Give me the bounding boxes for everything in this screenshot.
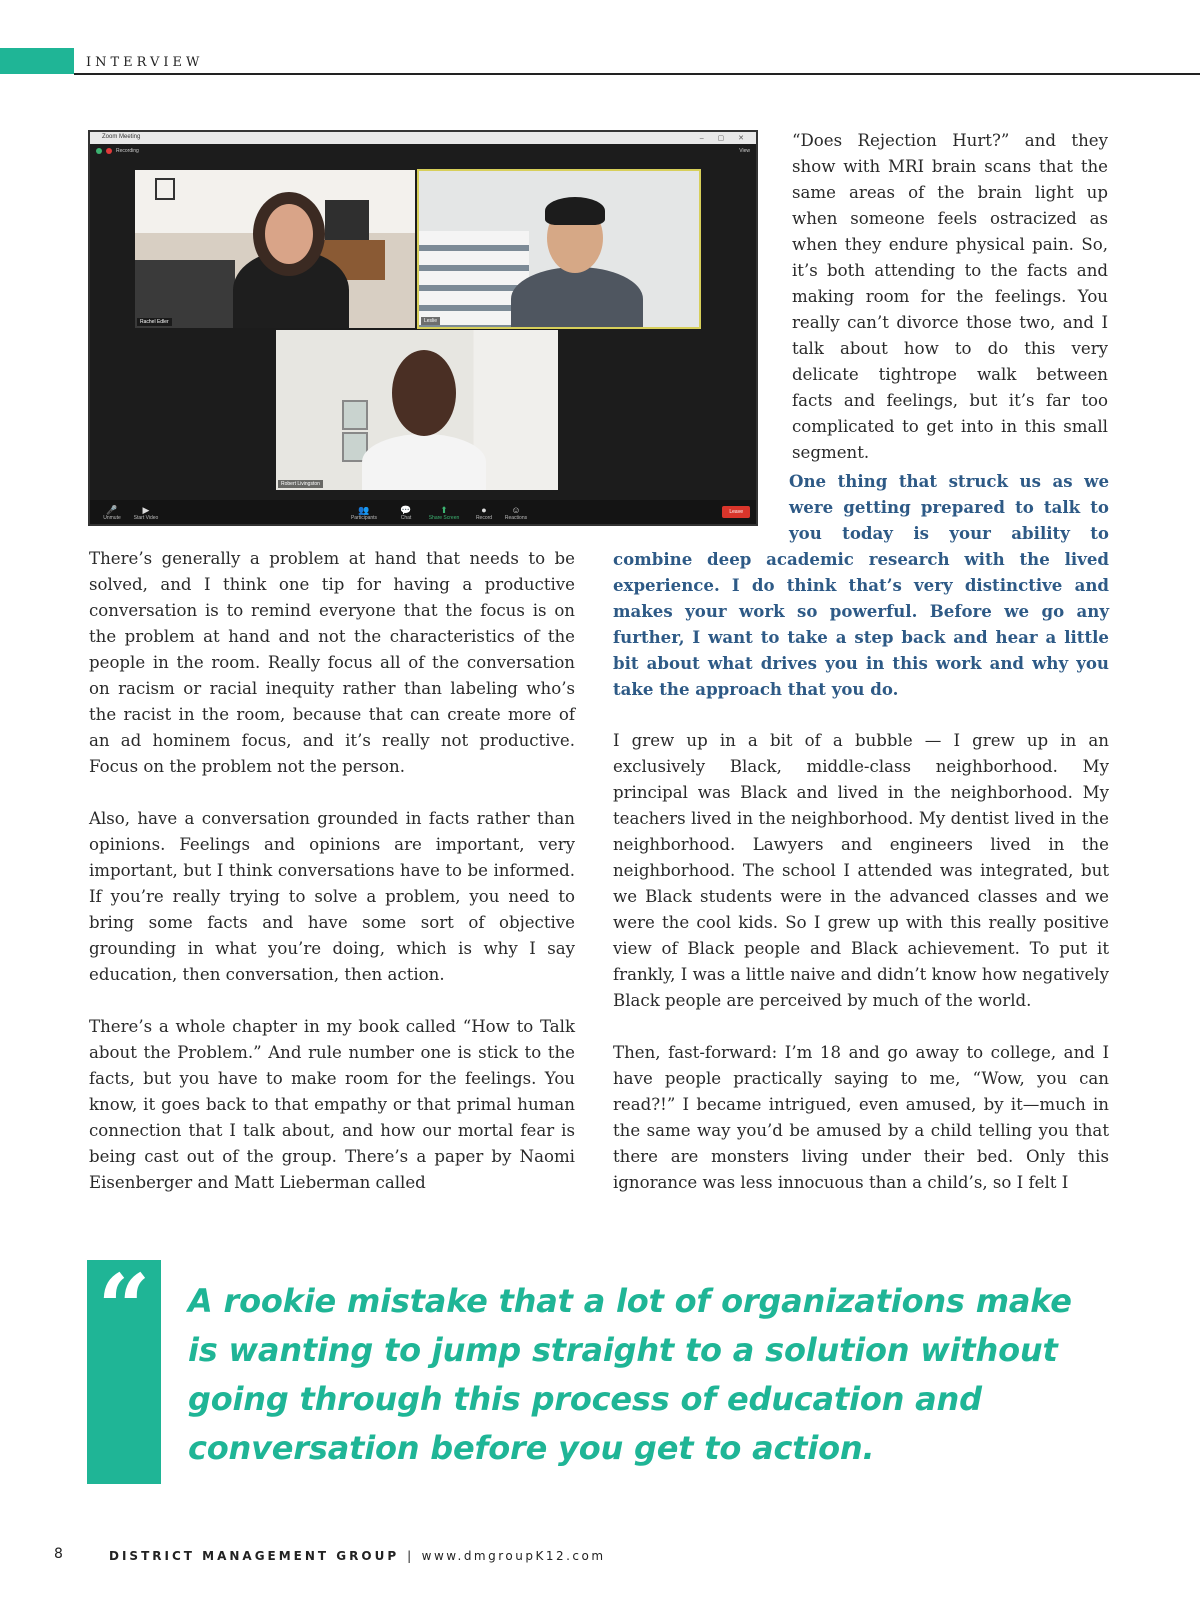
- participant-name: Robert Livingston: [278, 480, 323, 488]
- participants-icon: 👥: [358, 505, 370, 515]
- right-column: [613, 468, 1109, 1222]
- picture-frame-icon: [155, 178, 175, 200]
- header-rule: [74, 73, 1200, 75]
- share-screen-icon: ⬆: [440, 505, 448, 515]
- paragraph: I grew up in a bit of a bubble — I grew up in an exclusively Black, middle-class neighborhood. My principal was Black and lived in the neighborhood. My teachers lived in the neighborhood. My dentist lived in the neighborhood. Lawyers and engineers lived in the neighborhood. The school I attended was integrated, but we Black students were in the advanced classes and we were the cool kids. So I grew up with this really positive view of Black people and Black achievement. To put it frankly, I was a little naive and didn’t know how negatively Black people are perceived by much of the world.: [613, 731, 1109, 1010]
- microphone-icon: 🎤: [106, 505, 118, 515]
- person-face: [265, 204, 313, 264]
- paragraph: Also, have a conversation grounded in facts rather than opinions. Feelings and opinions are important, very important, but I think conversations have to be informed. If you’re really trying to solve a problem, you need to bring some facts and have some sort of objective grounding in what you’re doing, which is why I say education, then conversation, then action.: [89, 809, 575, 984]
- video-tile-3: [276, 330, 558, 490]
- footer-url: www.dmgroupK12.com: [421, 1549, 606, 1563]
- zoom-meeting-photo: [88, 130, 758, 526]
- share-screen-button: ⬆ Share Screen: [422, 505, 466, 521]
- view-label: View: [739, 148, 750, 154]
- paragraph: Then, fast-forward: I’m 18 and go away to college, and I have people practically saying to me, “Wow, you can read?!” I became intrigued, even amused, by it—much in the same way you’d be amused by a child telling you that there are monsters living under their bed. Only this ignorance was less innocuous than a child’s, so I felt I: [613, 1043, 1109, 1192]
- person-face: [392, 350, 456, 436]
- right-column-top: [792, 128, 1108, 492]
- paragraph: “Does Rejection Hurt?” and they show with MRI brain scans that the same areas of the brain light up when someone feels ostracized as when they endure physical pain. So, it’s both attending to the facts and making room for the feelings. You really can’t divorce those two, and I talk about how to do this very delicate tightrope walk between facts and feelings, but it’s far too complicated to get into in this small segment.: [792, 131, 1108, 462]
- reactions-button: ☺ Reactions: [494, 505, 538, 521]
- camera-icon: ▶: [142, 505, 150, 515]
- video-tile-1: [135, 170, 415, 328]
- paragraph: There’s a whole chapter in my book called “How to Talk about the Problem.” And rule number one is stick to the facts, but you have to make room for the feelings. You know, it goes back to that empathy or that primal human connection that I talk about, and how our mortal fear is being cast out of the group. There’s a paper by Naomi Eisenberger and Matt Lieberman called: [89, 1017, 575, 1192]
- shield-icon: [96, 148, 102, 154]
- left-column: [89, 546, 575, 1222]
- quote-mark-icon: “: [97, 1254, 151, 1362]
- reactions-icon: ☺: [511, 505, 521, 515]
- person-body: [362, 434, 486, 490]
- person-body: [511, 267, 643, 329]
- participant-name: Rachel Edler: [137, 318, 172, 326]
- participant-name: Leslie: [421, 317, 440, 325]
- chat-button: 💬 Chat: [384, 505, 428, 521]
- record-icon: ●: [481, 505, 487, 515]
- page-number: 8: [54, 1546, 63, 1562]
- section-label: INTERVIEW: [86, 55, 204, 70]
- picture-frame-icon: [342, 400, 368, 430]
- interview-question: One thing that struck us as we were getting prepared to talk to you today is your ability to combine deep academic research with the lived experience. I do think that’s very distinctive and makes your work so powerful. Before we go any further, I want to take a step back and hear a little bit about what drives you in this work and why you take the approach that you do.: [613, 471, 1109, 699]
- header-accent-bar: [0, 48, 74, 74]
- record-button: ● Record: [462, 505, 506, 521]
- participants-button: 👥 Participants: [342, 505, 386, 521]
- chat-icon: 💬: [400, 505, 412, 515]
- footer-org: DISTRICT MANAGEMENT GROUP: [109, 1549, 400, 1563]
- unmute-button: 🎤 Unmute: [90, 505, 134, 521]
- tv-shape: [325, 200, 369, 240]
- pull-quote: A rookie mistake that a lot of organizations make is wanting to jump straight to a solution without going through this process of education and conversation before you get to action.: [188, 1282, 1072, 1467]
- footer: [109, 1549, 606, 1563]
- recording-label: Recording: [116, 148, 139, 154]
- zoom-titlebar: [90, 132, 756, 144]
- paragraph: There’s generally a problem at hand that needs to be solved, and I think one tip for having a productive conversation is to remind everyone that the focus is on the problem at hand and not the characteristics of the people in the room. Really focus all of the conversation on racism or racial inequity rather than labeling who’s the racist in the room, because that can create more of an ad hominem focus, and it’s really not productive. Focus on the problem not the person.: [89, 549, 575, 776]
- float-spacer: [613, 468, 789, 546]
- start-video-button: ▶ Start Video: [124, 505, 168, 521]
- zoom-window-title: Zoom Meeting: [102, 134, 141, 140]
- person-hair: [545, 197, 605, 225]
- recording-indicator: [96, 148, 139, 154]
- record-dot-icon: [106, 148, 112, 154]
- window-controls-icon: – ▢ ✕: [699, 135, 750, 142]
- leave-button: Leave: [722, 506, 750, 518]
- footer-separator: |: [407, 1549, 414, 1563]
- video-tile-2: [417, 169, 701, 329]
